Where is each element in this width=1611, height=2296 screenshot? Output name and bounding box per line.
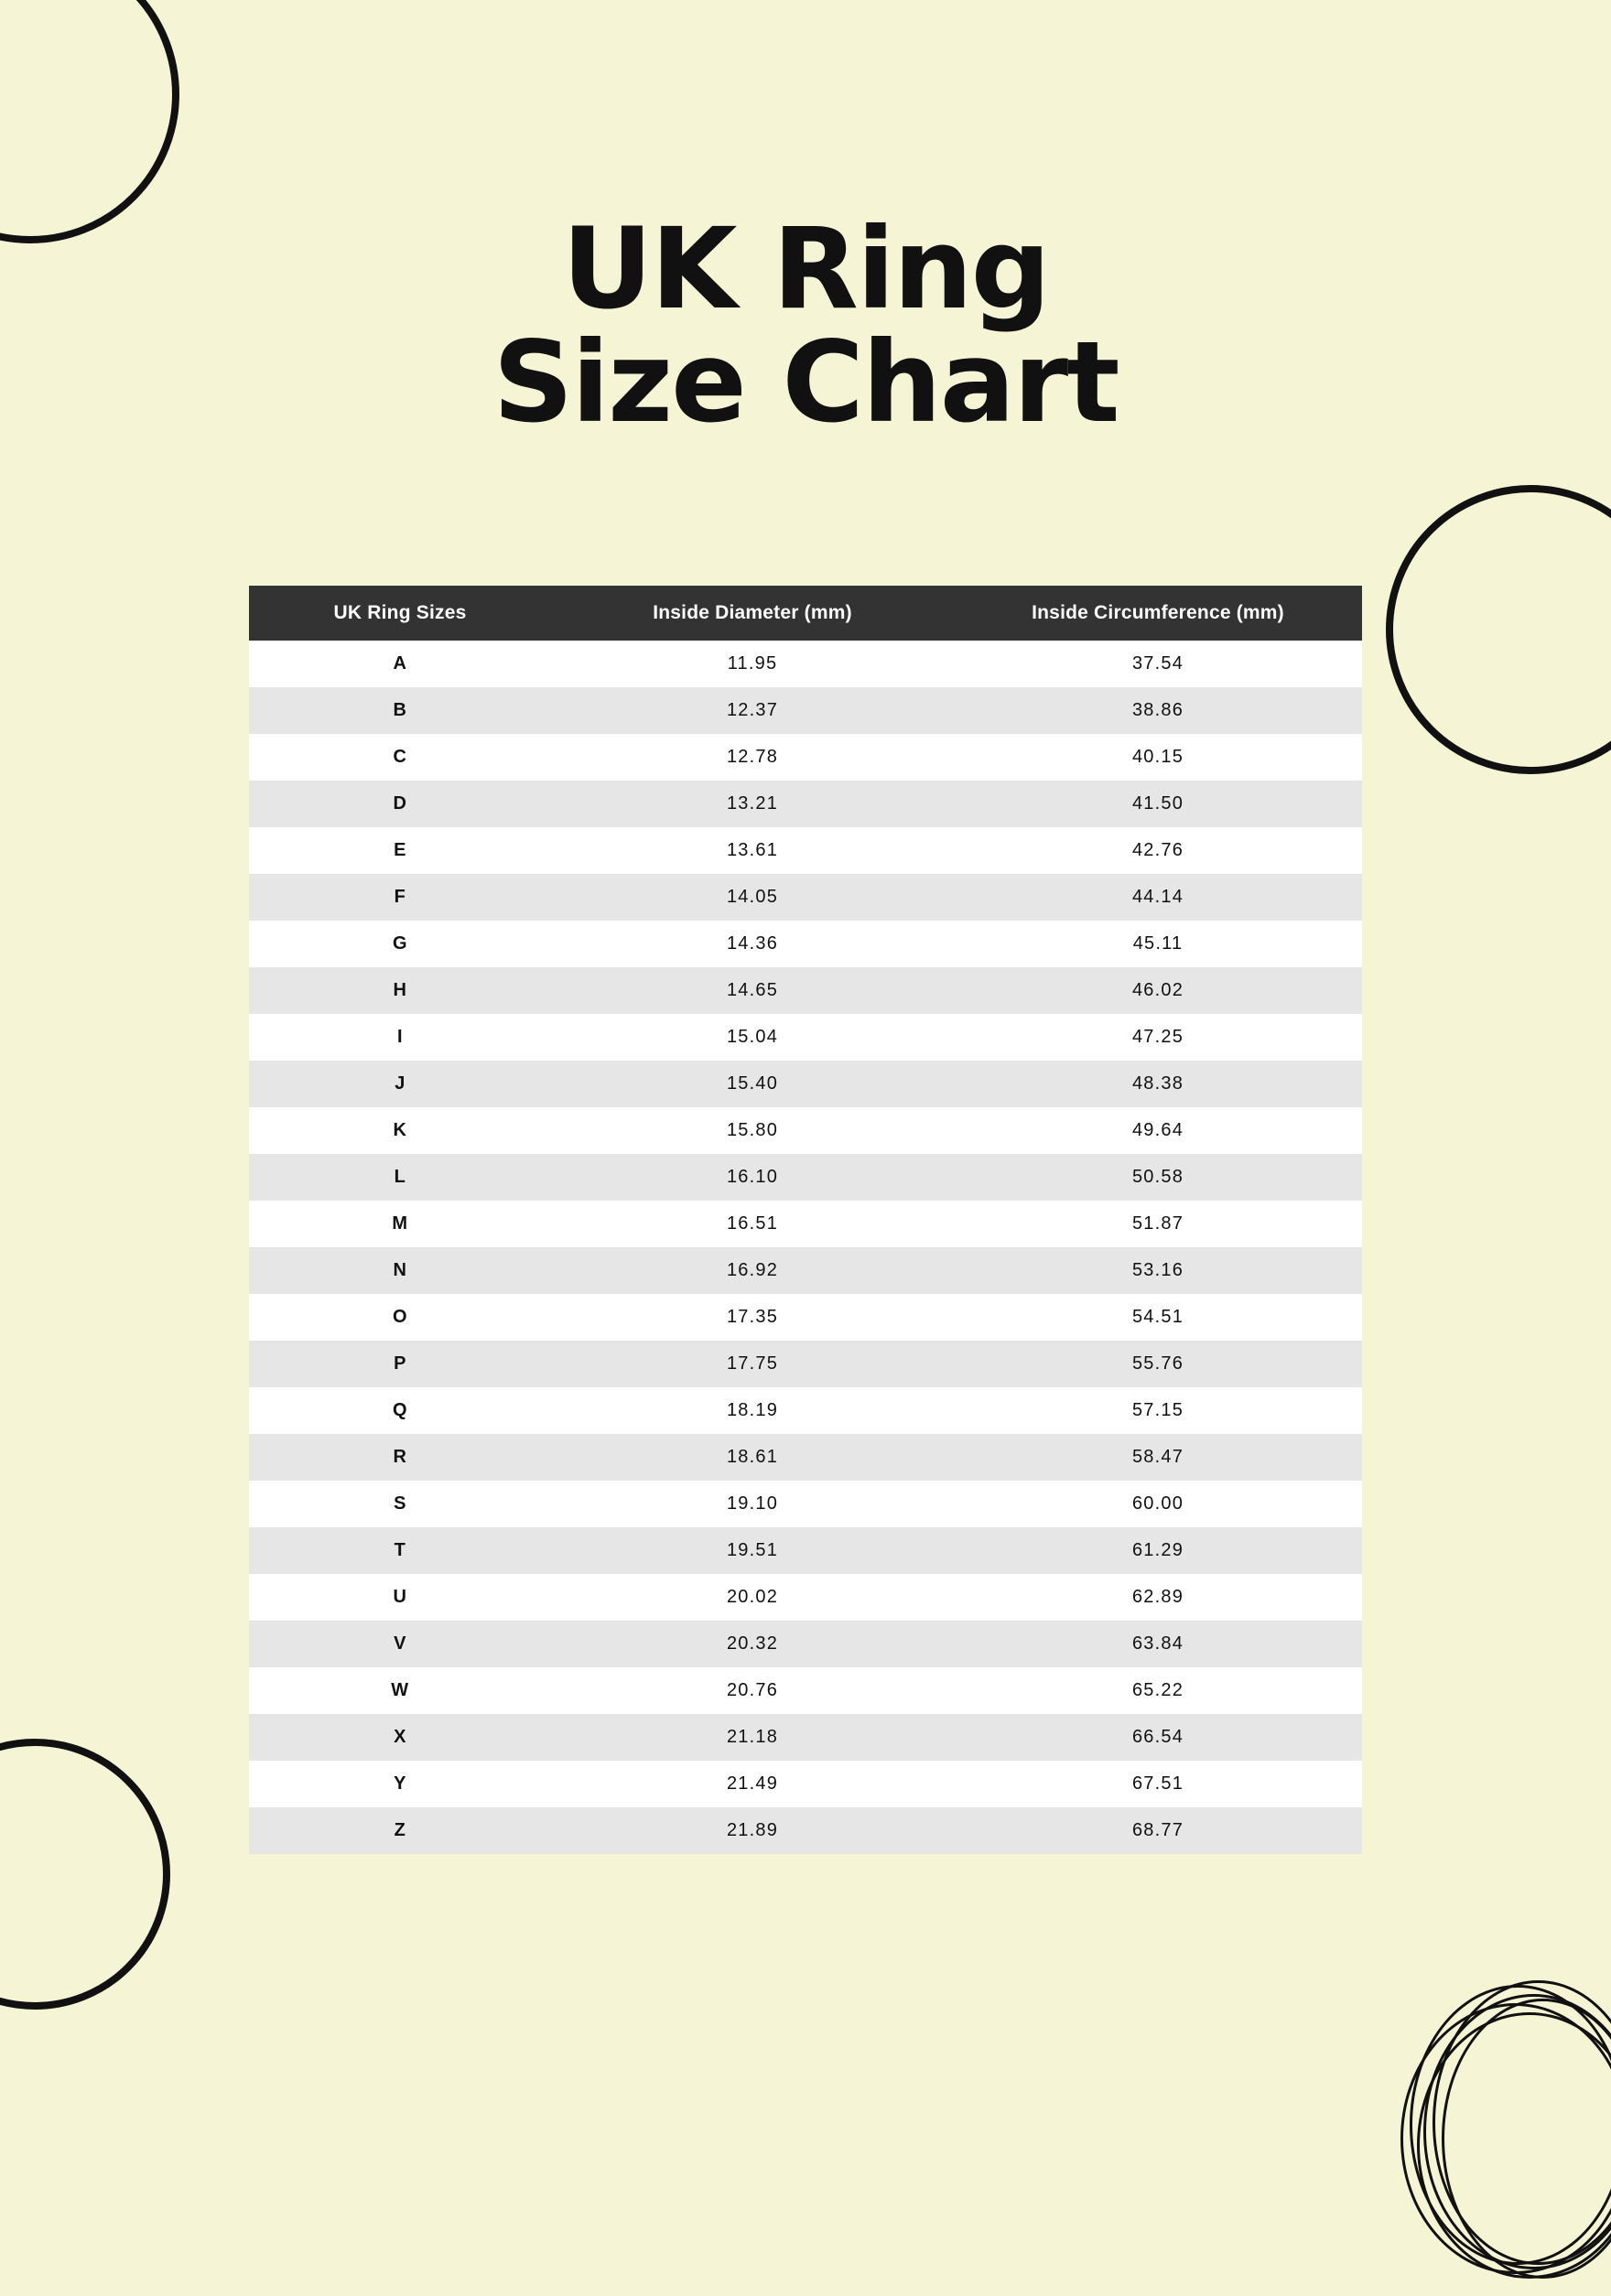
cell-inside-circumference: 55.76	[1131, 1353, 1184, 1374]
cell-inside-circumference: 51.87	[1131, 1213, 1184, 1234]
table-row	[249, 734, 1362, 781]
cell-inside-diameter: 16.51	[726, 1213, 779, 1234]
cell-inside-circumference: 50.58	[1131, 1167, 1184, 1187]
cell-inside-circumference: 53.16	[1131, 1260, 1184, 1280]
table-row	[249, 1621, 1362, 1667]
cell-inside-diameter: 12.78	[726, 747, 779, 767]
cell-inside-diameter: 14.36	[726, 933, 779, 954]
cell-inside-circumference: 68.77	[1131, 1820, 1184, 1840]
cell-inside-diameter: 14.05	[726, 887, 779, 907]
column-header-uk-ring-sizes: UK Ring Sizes	[249, 586, 551, 641]
cell-inside-circumference: 45.11	[1132, 933, 1184, 954]
cell-inside-circumference: 49.64	[1131, 1120, 1184, 1140]
table-row	[249, 1247, 1362, 1294]
cell-inside-diameter: 15.04	[726, 1027, 779, 1047]
table-row	[249, 781, 1362, 827]
table-row	[249, 967, 1362, 1014]
cell-ring-size: X	[394, 1727, 406, 1747]
table-row	[249, 874, 1362, 921]
cell-ring-size: G	[392, 933, 408, 954]
cell-ring-size: I	[396, 1027, 404, 1047]
cell-inside-circumference: 47.25	[1131, 1027, 1184, 1047]
table-row	[249, 1107, 1362, 1154]
cell-inside-diameter: 19.10	[726, 1493, 779, 1514]
cell-ring-size: B	[393, 700, 407, 720]
cell-inside-circumference: 54.51	[1131, 1307, 1184, 1327]
cell-ring-size: Q	[392, 1400, 408, 1420]
cell-ring-size: L	[394, 1167, 406, 1187]
cell-ring-size: R	[393, 1447, 407, 1467]
table-row	[249, 1807, 1362, 1854]
cell-ring-size: M	[392, 1213, 408, 1234]
cell-inside-circumference: 38.86	[1131, 700, 1184, 720]
cell-inside-diameter: 16.92	[726, 1260, 779, 1280]
cell-ring-size: N	[393, 1260, 407, 1280]
table-row	[249, 641, 1362, 687]
table-row	[249, 1294, 1362, 1341]
cell-inside-diameter: 18.19	[726, 1400, 779, 1420]
table-row	[249, 1154, 1362, 1201]
table-row	[249, 1061, 1362, 1107]
cell-inside-circumference: 65.22	[1131, 1680, 1184, 1700]
cell-inside-circumference: 42.76	[1131, 840, 1184, 860]
cell-inside-circumference: 67.51	[1131, 1773, 1184, 1794]
cell-ring-size: C	[393, 747, 407, 767]
table-header	[249, 586, 1362, 641]
table-row	[249, 1387, 1362, 1434]
cell-ring-size: A	[393, 653, 407, 674]
cell-inside-circumference: 58.47	[1131, 1447, 1184, 1467]
cell-inside-diameter: 13.21	[726, 793, 779, 814]
table-row	[249, 921, 1362, 967]
table-row	[249, 1714, 1362, 1761]
cell-ring-size: T	[394, 1540, 406, 1560]
cell-inside-diameter: 13.61	[726, 840, 779, 860]
table-row	[249, 1201, 1362, 1247]
cell-inside-circumference: 44.14	[1131, 887, 1184, 907]
cell-ring-size: D	[393, 793, 407, 814]
cell-inside-diameter: 21.49	[726, 1773, 779, 1794]
cell-ring-size: J	[395, 1073, 405, 1094]
cell-inside-circumference: 57.15	[1131, 1400, 1184, 1420]
cell-ring-size: Z	[394, 1820, 406, 1840]
cell-inside-diameter: 20.76	[726, 1680, 779, 1700]
table-row	[249, 1761, 1362, 1807]
cell-ring-size: O	[392, 1307, 408, 1327]
decorative-scribble-bottom-right	[1391, 1930, 1611, 2296]
cell-ring-size: Y	[394, 1773, 406, 1794]
cell-inside-diameter: 11.95	[727, 653, 778, 674]
cell-inside-diameter: 14.65	[726, 980, 779, 1000]
cell-inside-diameter: 18.61	[726, 1447, 779, 1467]
cell-ring-size: K	[393, 1120, 407, 1140]
cell-inside-circumference: 46.02	[1131, 980, 1184, 1000]
cell-inside-diameter: 16.10	[726, 1167, 779, 1187]
cell-inside-circumference: 62.89	[1131, 1587, 1184, 1607]
cell-inside-circumference: 41.50	[1131, 793, 1184, 814]
table-row	[249, 1667, 1362, 1714]
cell-ring-size: S	[394, 1493, 406, 1514]
table-row	[249, 1527, 1362, 1574]
cell-inside-diameter: 17.75	[726, 1353, 779, 1374]
cell-ring-size: F	[394, 887, 406, 907]
cell-inside-diameter: 21.89	[726, 1820, 779, 1840]
cell-inside-diameter: 20.32	[726, 1633, 779, 1654]
cell-inside-circumference: 48.38	[1131, 1073, 1184, 1094]
cell-ring-size: E	[394, 840, 406, 860]
decorative-circle-left	[0, 1739, 170, 2010]
cell-ring-size: H	[393, 980, 407, 1000]
table-row	[249, 1574, 1362, 1621]
decorative-circle-top-left	[0, 0, 179, 243]
page-title-line-1: UK Ring	[561, 203, 1050, 334]
ring-size-table-container	[249, 586, 1362, 1854]
cell-inside-circumference: 66.54	[1131, 1727, 1184, 1747]
decorative-circle-right	[1386, 485, 1611, 774]
ring-size-table	[249, 586, 1362, 1854]
column-header-inside-circumference: Inside Circumference (mm)	[954, 586, 1362, 641]
page-title-line-2: Size Chart	[492, 318, 1119, 448]
cell-inside-diameter: 15.40	[726, 1073, 779, 1094]
table-row	[249, 1481, 1362, 1527]
cell-inside-circumference: 40.15	[1131, 747, 1184, 767]
table-row	[249, 1434, 1362, 1481]
cell-ring-size: W	[391, 1680, 409, 1700]
cell-ring-size: U	[393, 1587, 407, 1607]
column-header-inside-diameter: Inside Diameter (mm)	[551, 586, 954, 641]
table-header-row	[249, 586, 1362, 641]
table-row	[249, 687, 1362, 734]
cell-inside-circumference: 37.54	[1131, 653, 1184, 674]
cell-inside-diameter: 21.18	[726, 1727, 779, 1747]
cell-ring-size: V	[394, 1633, 406, 1654]
table-row	[249, 827, 1362, 874]
cell-inside-diameter: 15.80	[726, 1120, 779, 1140]
cell-inside-circumference: 63.84	[1131, 1633, 1184, 1654]
table-body	[249, 641, 1362, 1854]
cell-inside-diameter: 20.02	[726, 1587, 779, 1607]
page-title	[0, 203, 1611, 448]
cell-ring-size: P	[394, 1353, 406, 1374]
table-row	[249, 1014, 1362, 1061]
cell-inside-diameter: 19.51	[726, 1540, 779, 1560]
cell-inside-circumference: 60.00	[1131, 1493, 1184, 1514]
table-row	[249, 1341, 1362, 1387]
cell-inside-diameter: 17.35	[726, 1307, 779, 1327]
cell-inside-circumference: 61.29	[1131, 1540, 1184, 1560]
cell-inside-diameter: 12.37	[726, 700, 779, 720]
